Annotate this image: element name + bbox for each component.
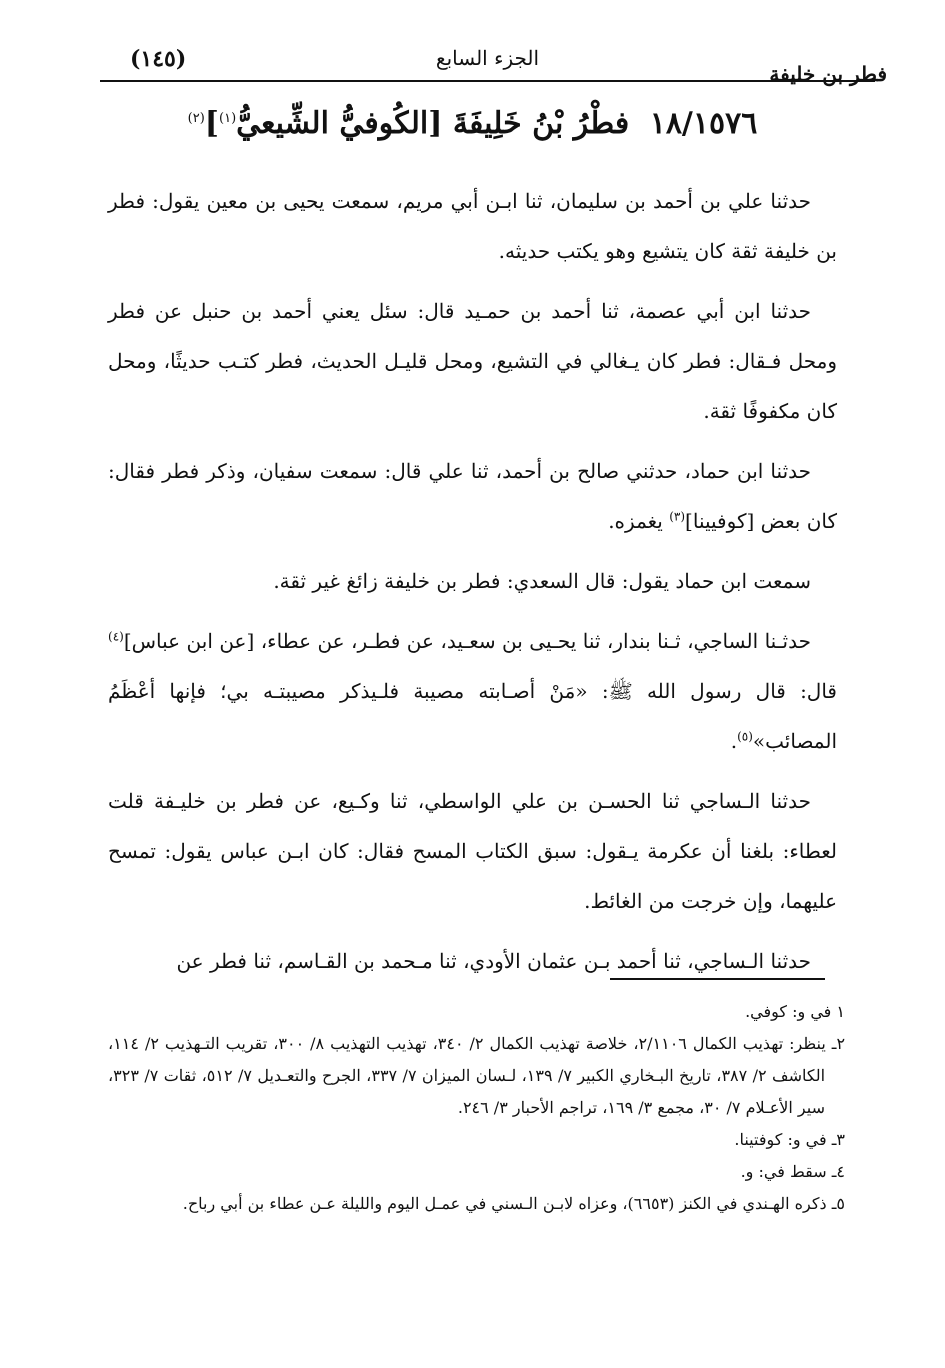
page-number: (١٤٥) (130, 46, 187, 72)
paragraph-text: سمعت ابن حماد يقول: قال السعدي: فطر بن خليفة زائغ غير ثقة. (273, 569, 811, 593)
running-title: فطر بن خليفة (769, 62, 887, 86)
paragraph-text: حدثنا ابن أبي عصمة، ثنا أحمد بن حمـيد قال: سئل يعني أحمد بن حنبل عن فطر ومحل فـقال: فطر كان يـغالي في التشيع، ومحل قليـل الحديث، فطر كتـب حديثًا، ومحل كان مكفوفًا ثقة. (108, 299, 838, 423)
paragraph-text: قال: قال رسول الله ﷺ: «مَنْ أصـابته مصيبة فلـيذكر مصيبتـه بي؛ فإنها أعْظَمُ المصائب» (108, 679, 837, 753)
volume-label: الجزء السابع (435, 46, 540, 70)
paragraph-text: . (730, 729, 738, 753)
footnote: ٤ـ سقط في: و. (740, 1162, 845, 1181)
body-text (108, 176, 837, 996)
footnote: ١ في و: كوفي. (745, 1002, 845, 1021)
footnote-separator (610, 978, 825, 980)
footnote: ٥ـ ذكره الهـندي في الكنز (٦٦٥٣)، وعزاه لابـن الـسني في عمـل اليوم والليلة عـن عطاء بن أبي رباح. (182, 1194, 845, 1213)
paragraph (108, 446, 837, 546)
footnote-ref: (٥) (737, 729, 753, 744)
paragraph-text: حدثنا الـساجي، ثنا أحمد بـن عثمان الأودي، ثنا مـحمد بن القـاسم، ثنا فطر عن (176, 949, 811, 973)
paragraph-text: حدثنا ابن حماد، حدثني صالح بن أحمد، ثنا علي قال: سمعت سفيان، وذكر فطر فقال: كان بعض [كوفيينا] (108, 459, 837, 533)
footnotes (108, 996, 845, 1220)
paragraph (108, 556, 837, 606)
paragraph-text: حدثـنا الساجي، ثـنا بندار، ثنا يحـيى بن سعـيد، عن فطـر، عن عطاء، [عن ابن عباس] (123, 629, 811, 653)
footnote-ref: (٣) (669, 509, 686, 524)
running-header (100, 40, 887, 86)
footnote-ref: (٤) (108, 629, 124, 644)
paragraph (108, 776, 837, 926)
entry-number: ١٨/١٥٧٦ (649, 106, 758, 141)
header-rule (100, 80, 875, 82)
entry-title (110, 104, 835, 143)
footnote-ref: (١) (219, 111, 237, 126)
entry-name: فطْرُ بْنُ خَلِيفَةَ [الكُوفيُّ الشِّيعيُّ (236, 106, 630, 141)
footnote: ٢ـ ينظر: تهذيب الكمال ٢/١١٠٦، خلاصة تهذيب الكمال ٢/ ٣٤٠، تهذيب التهذيب ٨/ ٣٠٠، تقريب التـهذيب ٢/ ١١٤، الكاشف ٢/ ٣٨٧، تاريخ البـخاري الكبير ٧/ ١٣٩، لـسان الميزان ٧/ ٣٣٧، الجرح والتعـديل ٧/ ٥١٢، ثقات ٧/ ٣٢٣، سير الأعـلام ٧/ ٣٠، مجمع ٣/ ١٦٩، تراجم الأحبار ٣/ ٢٤٦. (108, 1034, 846, 1117)
paragraph (108, 616, 837, 766)
footnote: ٣ـ في و: كوفتينا. (734, 1130, 845, 1149)
paragraph-text: حدثنا علي بن أحمد بن سليمان، ثنا ابـن أبي مريم، سمعت يحيى بن معين يقول: فطر بن خليفة ثقة كان يتشيع وهو يكتب حديثه. (108, 189, 837, 263)
entry-close-bracket: ] (204, 106, 219, 141)
footnote-ref: (٢) (187, 111, 205, 126)
paragraph (108, 286, 837, 436)
paragraph-text: يغمزه. (608, 509, 670, 533)
paragraph (108, 176, 837, 276)
paragraph-text: حدثنا الـساجي ثنا الحسـن بن علي الواسطي، ثنا وكـيع، عن فطر بن خليـفة قلت لعطاء: بلغنا أن عكرمة يـقول: سبق الكتاب المسح فقال: كان ابـن عباس يقول: تمسح عليهما، وإن خرجت من الغائط. (108, 789, 837, 913)
